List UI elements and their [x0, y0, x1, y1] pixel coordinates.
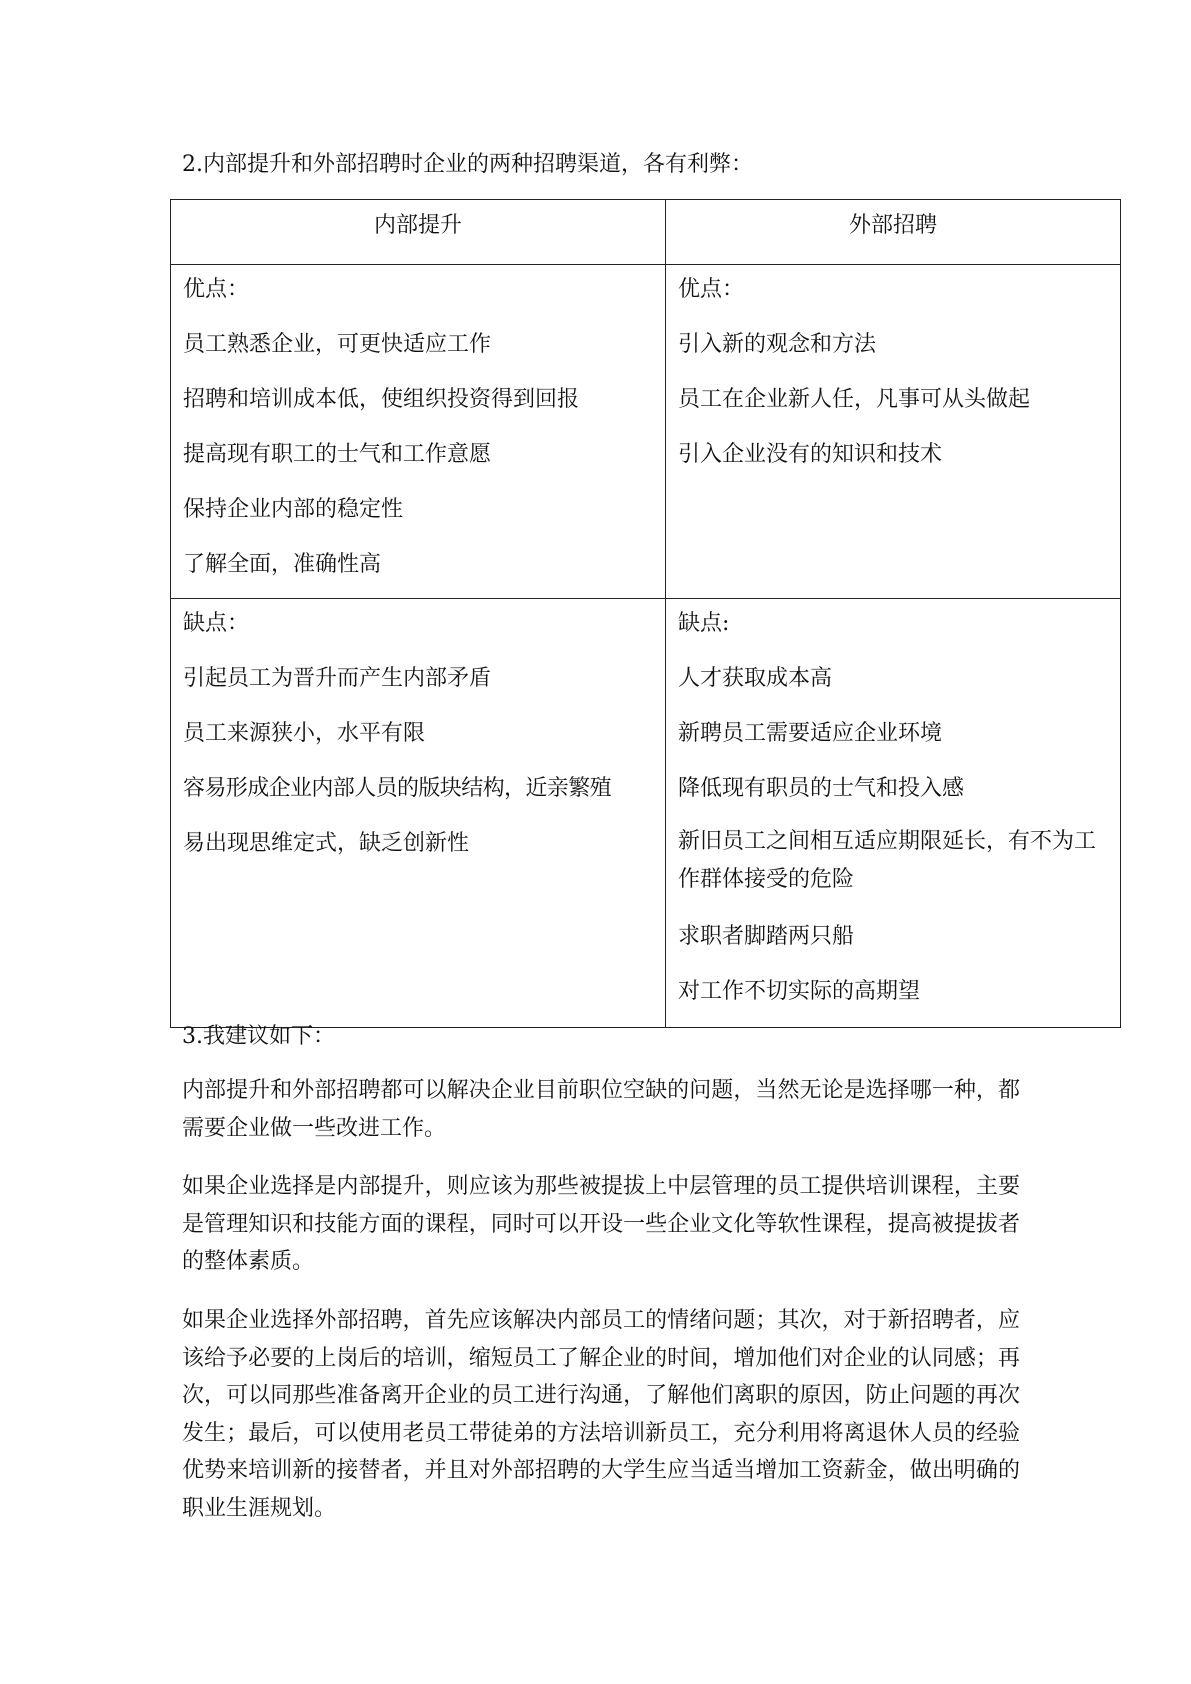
- internal-cons-title: 缺点：: [183, 611, 250, 636]
- recommendation-paragraph: 如果企业选择外部招聘，首先应该解决内部员工的情绪问题；其次，对于新招聘者，应该给予必要的上岗后的培训，缩短员工了解企业的时间，增加他们对企业的认同感；再次，可以同那些准备离开企业的员工进行沟通，了解他们离职的原因，防止问题的再次发生；最后，可以使用老员工带徒弟的方法培训新员工，充分利用将离退休人员的经验优势来培训新的接替者，并且对外部招聘的大学生应当适当增加工资薪金，做出明确的职业生涯规划。: [182, 1308, 1020, 1521]
- internal-pro-item: 招聘和培训成本低，使组织投资得到回报: [183, 387, 580, 412]
- external-cons-cell: [666, 599, 1121, 1028]
- external-pros-cell: [666, 265, 1121, 599]
- external-con-item: 新旧员工之间相互适应期限延长，有不为工作群体接受的危险: [678, 829, 1097, 892]
- recommendation-paragraph: 内部提升和外部招聘都可以解决企业目前职位空缺的问题，当然无论是选择哪一种，都需要企业做一些改进工作。: [182, 1078, 1020, 1141]
- table-header-row: [171, 200, 1121, 265]
- section-2-heading: 2.内部提升和外部招聘时企业的两种招聘渠道，各有利弊：: [182, 152, 753, 177]
- header-internal-promotion: 内部提升: [171, 200, 666, 265]
- external-con-item: 新聘员工需要适应企业环境: [678, 721, 943, 746]
- internal-pros-cell: [171, 265, 666, 599]
- section-3-heading: 3.我建议如下：: [182, 1024, 335, 1049]
- header-external-recruitment: 外部招聘: [666, 200, 1121, 265]
- external-pro-item: 员工在企业新人任，凡事可从头做起: [678, 387, 1031, 412]
- external-pro-item: 引入新的观念和方法: [678, 332, 877, 357]
- external-pros-title: 优点：: [678, 277, 745, 302]
- internal-pros-title: 优点：: [183, 277, 250, 302]
- internal-con-item: 员工来源狭小，水平有限: [183, 721, 426, 746]
- table-row-pros: [171, 265, 1121, 599]
- internal-pro-item: 提高现有职工的士气和工作意愿: [183, 442, 492, 467]
- external-con-item: 人才获取成本高: [678, 666, 833, 691]
- external-con-item: 降低现有职员的士气和投入感: [678, 776, 965, 801]
- external-pro-item: 引入企业没有的知识和技术: [678, 442, 943, 467]
- external-cons-title: 缺点:: [678, 611, 730, 636]
- internal-pro-item: 了解全面，准确性高: [183, 552, 382, 577]
- internal-pro-item: 保持企业内部的稳定性: [183, 497, 404, 522]
- internal-cons-cell: [171, 599, 666, 1028]
- internal-con-item: 易出现思维定式，缺乏创新性: [183, 831, 470, 856]
- external-con-item: 对工作不切实际的高期望: [678, 979, 921, 1004]
- table-row-cons: [171, 599, 1121, 1028]
- internal-pro-item: 员工熟悉企业，可更快适应工作: [183, 332, 492, 357]
- internal-con-item: 引起员工为晋升而产生内部矛盾: [183, 666, 492, 691]
- recommendation-paragraph: 如果企业选择是内部提升，则应该为那些被提拔上中层管理的员工提供培训课程，主要是管理知识和技能方面的课程，同时可以开设一些企业文化等软性课程，提高被提拔者的整体素质。: [182, 1174, 1020, 1274]
- internal-con-item: 容易形成企业内部人员的版块结构，近亲繁殖: [183, 776, 612, 801]
- comparison-table: [170, 199, 1121, 1028]
- external-con-item: 求职者脚踏两只船: [678, 924, 855, 949]
